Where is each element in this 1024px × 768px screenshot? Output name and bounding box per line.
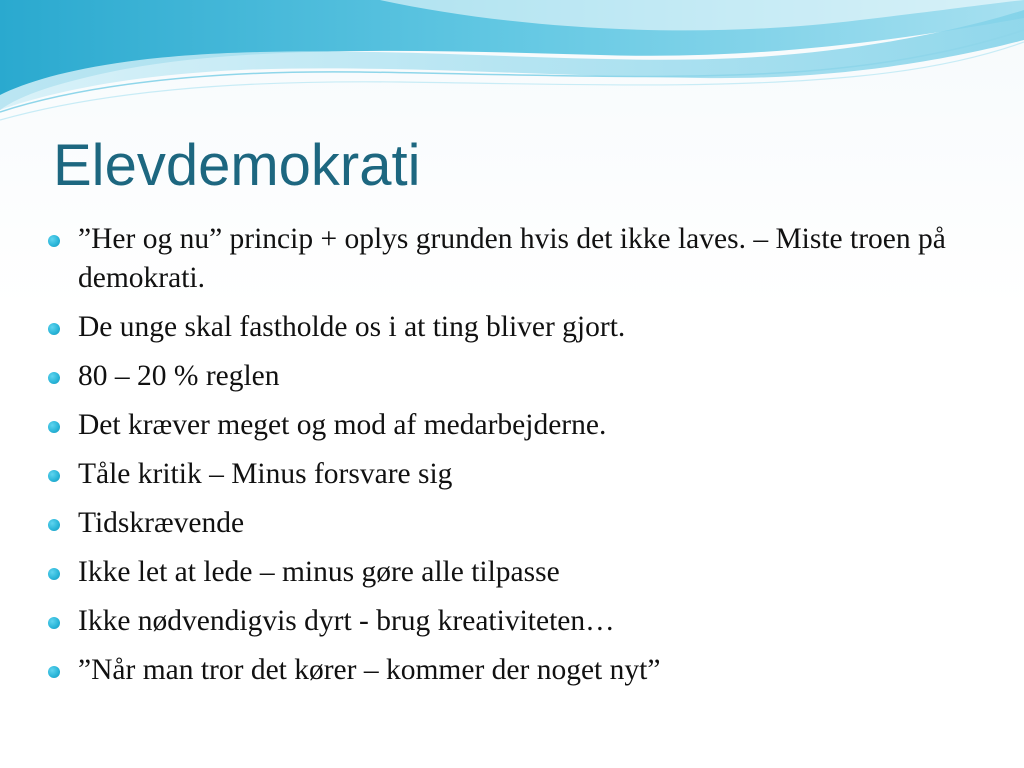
bullet-text: 80 – 20 % reglen [78,360,280,392]
bullet-dot-icon [48,323,60,335]
bullet-item [48,602,948,641]
bullet-text: Det kræver meget og mod af medarbejderne. [78,409,607,441]
header-wave-decoration [0,0,1024,130]
bullet-item [48,553,948,592]
bullet-item [48,406,948,445]
bullet-item [48,357,948,396]
bullet-item [48,651,948,690]
bullet-item [48,455,948,494]
slide-title: Elevdemokrati [53,133,421,198]
bullet-dot-icon [48,617,60,629]
bullet-dot-icon [48,568,60,580]
bullet-dot-icon [48,421,60,433]
bullet-text: ”Når man tror det kører – kommer der noget nyt” [78,654,661,686]
bullet-text: Tåle kritik – Minus forsvare sig [78,458,453,490]
bullet-text: Ikke let at lede – minus gøre alle tilpasse [78,556,560,588]
bullet-item [48,220,948,298]
bullet-text: Tidskrævende [78,507,245,539]
bullet-dot-icon [48,372,60,384]
bullet-dot-icon [48,235,60,247]
bullet-text: Ikke nødvendigvis dyrt - brug kreativiteten… [78,605,615,637]
bullet-dot-icon [48,470,60,482]
bullet-item [48,308,948,347]
bullet-list [48,220,948,700]
bullet-text: ”Her og nu” princip + oplys grunden hvis det ikke laves. – Miste troen på demokrati. [78,223,946,294]
bullet-dot-icon [48,666,60,678]
bullet-item [48,504,948,543]
bullet-dot-icon [48,519,60,531]
bullet-text: De unge skal fastholde os i at ting bliver gjort. [78,311,626,343]
